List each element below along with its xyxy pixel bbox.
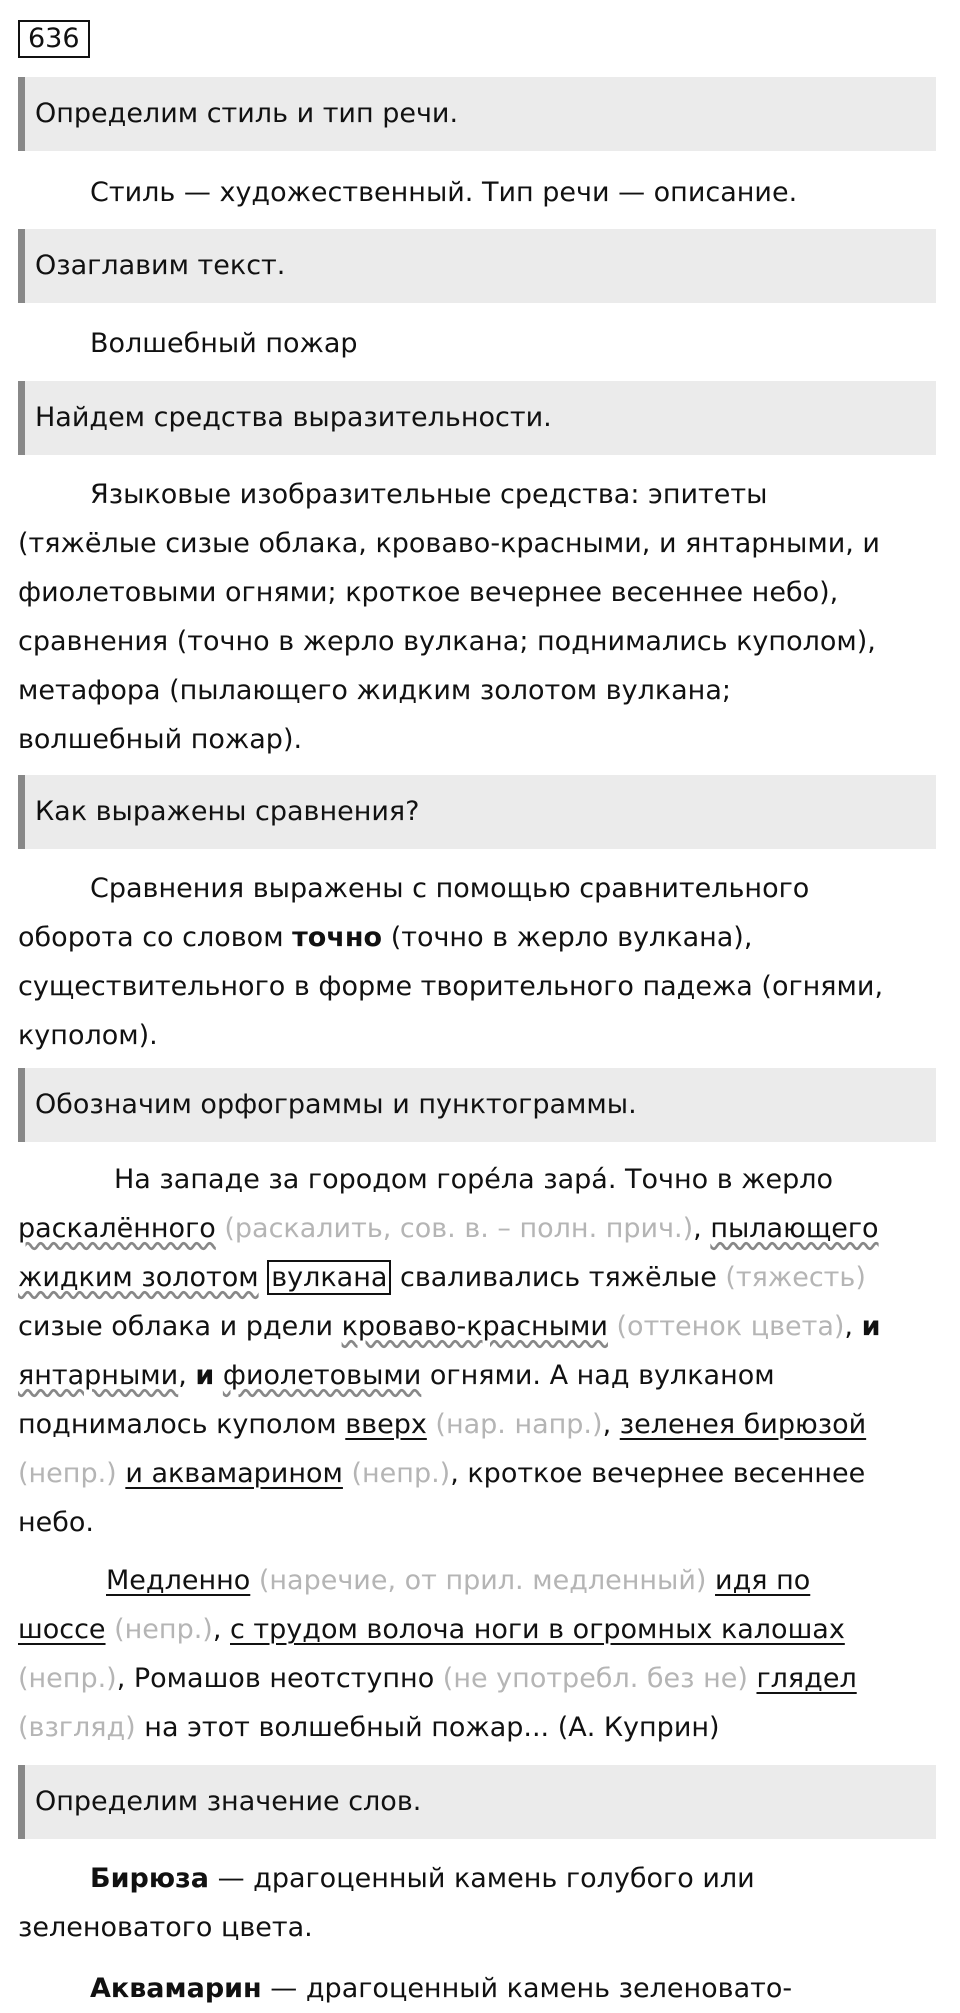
section-header-comparisons: Как выражены сравнения? (18, 775, 936, 849)
text-line: метафора (пылающего жидким золотом вулкана; (18, 675, 731, 706)
text-line: (непр.), Ромашов неотступно (не употребл. без не) глядел (18, 1663, 857, 1694)
boxed-word: вулкана (267, 1260, 391, 1295)
text-line: жидким золотом вулкана сваливались тяжёлые (тяжесть) (18, 1262, 866, 1293)
text-line: волшебный пожар). (18, 724, 303, 755)
paragraph-style (18, 168, 948, 217)
text-line: (тяжёлые сизые облака, кроваво-красными, и янтарными, и (18, 528, 880, 559)
text-line: (взгляд) на этот волшебный пожар... (А. Куприн) (18, 1712, 720, 1743)
text-line: куполом). (18, 1020, 158, 1051)
exercise-number: 636 (18, 20, 90, 58)
definition-turquoise: Бирюза — драгоценный камень голубого или (90, 1863, 755, 1894)
paragraph-definitions (18, 1854, 948, 2013)
text-line: поднималось куполом вверх (нар. напр.), зеленея бирюзой (18, 1409, 867, 1440)
paragraph-analysis-2 (18, 1556, 948, 1752)
text-line: Волшебный пожар (90, 328, 358, 359)
paragraph-title (18, 319, 948, 368)
text-line: небо. (18, 1507, 95, 1538)
section-header-means: Найдем средства выразительности. (18, 381, 936, 455)
text-line: сизые облака и рдели кроваво-красными (оттенок цвета), и (18, 1311, 881, 1342)
section-header-title: Озаглавим текст. (18, 229, 936, 303)
section-header-style: Определим стиль и тип речи. (18, 77, 936, 151)
text-line: раскалённого (раскалить, сов. в. – полн. прич.), пылающего (18, 1213, 879, 1244)
text-line: существительного в форме творительного падежа (огнями, (18, 971, 884, 1002)
paragraph-comparisons (18, 864, 948, 1060)
text-line: зеленоватого цвета. (18, 1912, 313, 1943)
text-line: Медленно (наречие, от прил. медленный) идя по (106, 1565, 811, 1596)
text-line: сравнения (точно в жерло вулкана; поднимались куполом), (18, 626, 876, 657)
text-line: Стиль — художественный. Тип речи — описание. (90, 177, 798, 208)
section-header-orthograms: Обозначим орфограммы и пунктограммы. (18, 1068, 936, 1142)
text-line: шоссе (непр.), с трудом волоча ноги в огромных калошах (18, 1614, 845, 1645)
text-line: (непр.) и аквамарином (непр.), кроткое вечернее весеннее (18, 1458, 866, 1489)
paragraph-analysis-1 (18, 1155, 948, 1547)
keyword-bold: точно (292, 922, 383, 953)
paragraph-means (18, 470, 948, 764)
text-line: фиолетовыми огнями; кроткое вечернее весеннее небо), (18, 577, 839, 608)
text-line: оборота со словом точно (точно в жерло вулкана), (18, 922, 753, 953)
text-line: Сравнения выражены с помощью сравнительного (90, 873, 810, 904)
definition-aquamarine: Аквамарин — драгоценный камень зеленовато- (90, 1973, 793, 2004)
text-line: Языковые изобразительные средства: эпитеты (90, 479, 768, 510)
text-line: янтарными, и фиолетовыми огнями. А над вулканом (18, 1360, 775, 1391)
section-header-meanings: Определим значение слов. (18, 1765, 936, 1839)
text-line: На западе за городом горéла зарá. Точно в жерло (114, 1164, 834, 1195)
